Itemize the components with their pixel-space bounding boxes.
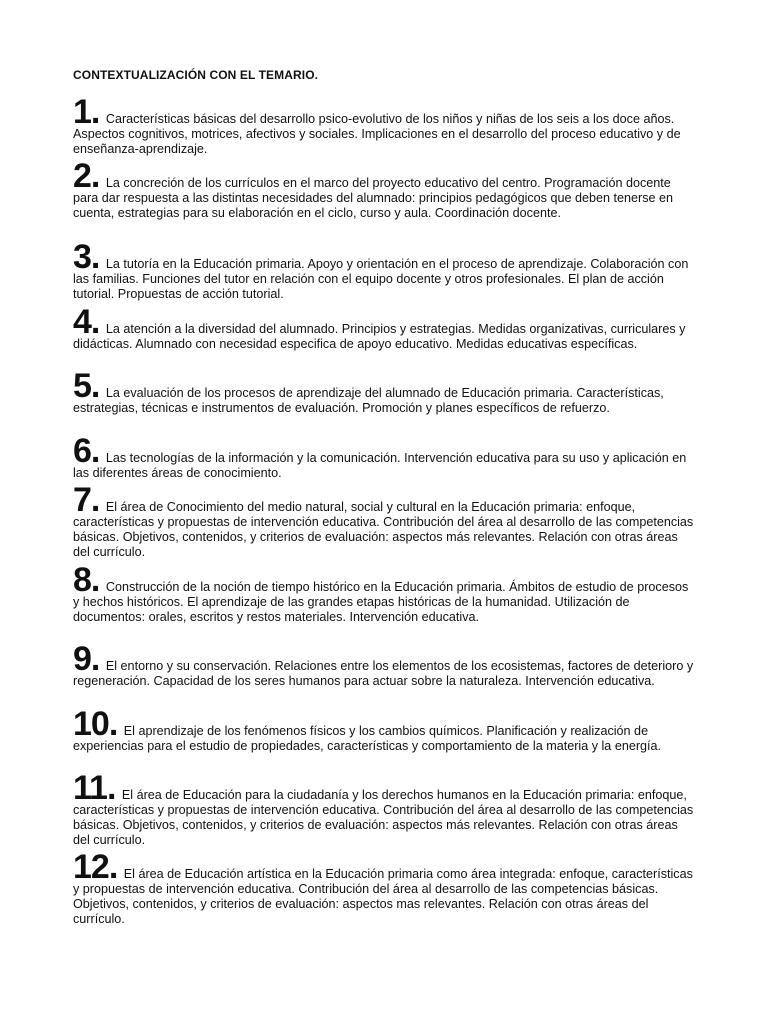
topic-number: 11. [73,769,116,807]
topic-text: Las tecnologías de la información y la comunicación. Intervención educativa para su uso y aplicación en las diferentes áreas de conocimiento. [73,451,687,480]
topic-number: 3. [73,238,100,276]
topic-text: El aprendizaje de los fenómenos físicos y los cambios químicos. Planificación y realización de experiencias para el estudio de propiedades, características y comportamiento de la materia y la energía. [73,724,662,753]
topic-number: 12. [73,848,118,886]
topic-number: 2. [73,157,100,195]
topic-text: La atención a la diversidad del alumnado. Principios y estrategias. Medidas organizativas, curriculares y didácticas. Alumnado con necesidad especifica de apoyo educativo. Medidas educativas específicas. [73,322,686,351]
topic-11 [73,769,697,848]
topic-number: 8. [73,561,100,599]
topic-number: 4. [73,303,100,341]
topic-number: 7. [73,481,100,519]
topic-number: 10. [73,705,118,743]
topic-text: La concreción de los currículos en el marco del proyecto educativo del centro. Programación docente para dar respuesta a las distintas necesidades del alumnado: principios pedagógicos que deben tenerse en cuenta, estrategias para su elaboración en el ciclo, curso y aula. Coordinación docente. [73,176,674,220]
topic-number: 5. [73,367,100,405]
topic-5 [73,367,697,416]
page-heading: CONTEXTUALIZACIÓN CON EL TEMARIO. [73,68,319,82]
topic-text: El área de Conocimiento del medio natural, social y cultural en la Educación primaria: enfoque, características y propuestas de intervención educativa. Contribución del área al desarrollo de las competencias básicas. Objetivos, contenidos, y criterios de evaluación: aspectos más relevantes. Relación con otras áreas del currículo. [73,500,694,559]
topic-6 [73,432,697,481]
topic-2 [73,157,697,221]
topic-text: Construcción de la noción de tiempo histórico en la Educación primaria. Ámbitos de estudio de procesos y hechos históricos. El aprendizaje de las grandes etapas históricas de la humanidad. Utilización de documentos: orales, escritos y restos materiales. Intervención educativa. [73,580,689,624]
topic-number: 9. [73,640,100,678]
topic-4 [73,303,697,352]
topic-12 [73,848,697,927]
topic-text: La evaluación de los procesos de aprendizaje del alumnado de Educación primaria. Características, estrategias, técnicas e instrumentos de evaluación. Promoción y planes específicos de refuerzo. [73,386,664,415]
topic-number: 1. [73,93,100,131]
topic-number: 6. [73,432,100,470]
topic-3 [73,238,697,302]
topic-1 [73,93,697,157]
topic-9 [73,640,697,689]
topic-text: La tutoría en la Educación primaria. Apoyo y orientación en el proceso de aprendizaje. Colaboración con las familias. Funciones del tutor en relación con el equipo docente y otros profesionales. El plan de acción tutorial. Propuestas de acción tutorial. [73,257,689,301]
topic-8 [73,561,697,625]
topic-text: Características básicas del desarrollo psico-evolutivo de los niños y niñas de los seis a los doce años. Aspectos cognitivos, motrices, afectivos y sociales. Implicaciones en el desarrollo del proceso educativo y de enseñanza-aprendizaje. [73,112,681,156]
topic-text: El entorno y su conservación. Relaciones entre los elementos de los ecosistemas, factores de deterioro y regeneración. Capacidad de los seres humanos para actuar sobre la naturaleza. Intervención educativa. [73,659,694,688]
topic-text: El área de Educación artística en la Educación primaria como área integrada: enfoque, características y propuestas de intervención educativa. Contribución del área al desarrollo de las competencias básicas. Objetivos, contenidos, y criterios de evaluación: aspectos mas relevantes. Relación con otras áreas del currículo. [73,867,693,926]
topic-10 [73,705,697,754]
topic-text: El área de Educación para la ciudadanía y los derechos humanos en la Educación primaria: enfoque, características y propuestas de intervención educativa. Contribución del área al desarrollo de las competencias básicas. Objetivos, contenidos, y criterios de evaluación: aspectos más relevantes. Relación con otras áreas del currículo. [73,788,694,847]
topic-7 [73,481,697,560]
